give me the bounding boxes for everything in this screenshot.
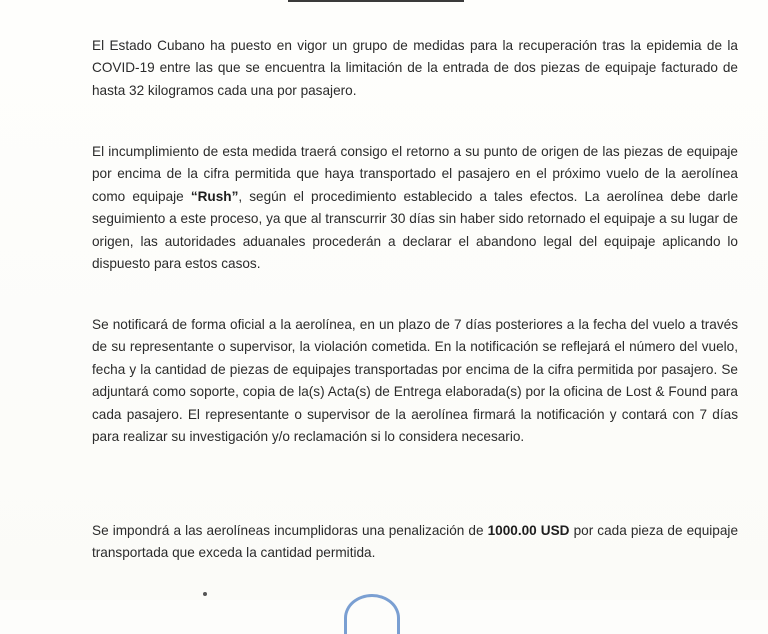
official-stamp-edge bbox=[344, 594, 400, 634]
paragraph-4-text-before: Se impondrá a las aerolíneas incumplidoras una penalización de bbox=[92, 523, 488, 538]
paragraph-covid-measures bbox=[92, 35, 738, 102]
paragraph-4-bold-amount: 1000.00 USD bbox=[487, 523, 570, 538]
paragraph-noncompliance bbox=[92, 141, 738, 275]
paragraph-2-bold-rush: “Rush” bbox=[190, 188, 239, 204]
paragraph-3-text: Se notificará de forma oficial a la aerolínea, en un plazo de 7 días posteriores a la fecha del vuelo a través de su representante o supervisor, la violación cometida. En la notificación se reflejará el número del vuelo, fecha y la cantidad de piezas de equipajes transportadas por encima de la cifra permitida por pasajero. Se adjuntará como soporte, copia de la(s) Acta(s) de Entrega elaborada(s) por la oficina de Lost & Found para cada pasajero. El representante o supervisor de la aerolínea firmará la notificación y contará con 7 días para realizar su investigación y/o reclamación si lo considera necesario. bbox=[92, 317, 738, 445]
paragraph-notification bbox=[92, 314, 738, 448]
paragraph-2-text-before: El incumplimiento de esta medida traerá consigo el retorno a su punto de origen de las piezas de equipaje por encima de la cifra permitida que haya transportado el pasajero en el próximo vuelo de la aerolínea como equipaje bbox=[92, 144, 738, 204]
paragraph-4-text-after: por cada pieza de equipaje transportada que exceda la cantidad permitida. bbox=[92, 523, 739, 561]
title-underline bbox=[288, 0, 464, 2]
paragraph-1-text: El Estado Cubano ha puesto en vigor un grupo de medidas para la recuperación tras la epidemia de la COVID-19 entre las que se encuentra la limitación de la entrada de dos piezas de equipaje facturado de hasta 32 kilogramos cada una por pasajero. bbox=[92, 38, 738, 98]
paragraph-2-text-after: , según el procedimiento establecido a tales efectos. La aerolínea debe darle seguimiento a este proceso, ya que al transcurrir 30 días sin haber sido retornado el equipaje a su lugar de origen, las autoridades aduanales procederán a declarar el abandono legal del equipaje aplicando lo dispuesto para estos casos. bbox=[92, 188, 738, 272]
signature-mark bbox=[203, 592, 207, 596]
paragraph-penalty bbox=[92, 520, 738, 565]
